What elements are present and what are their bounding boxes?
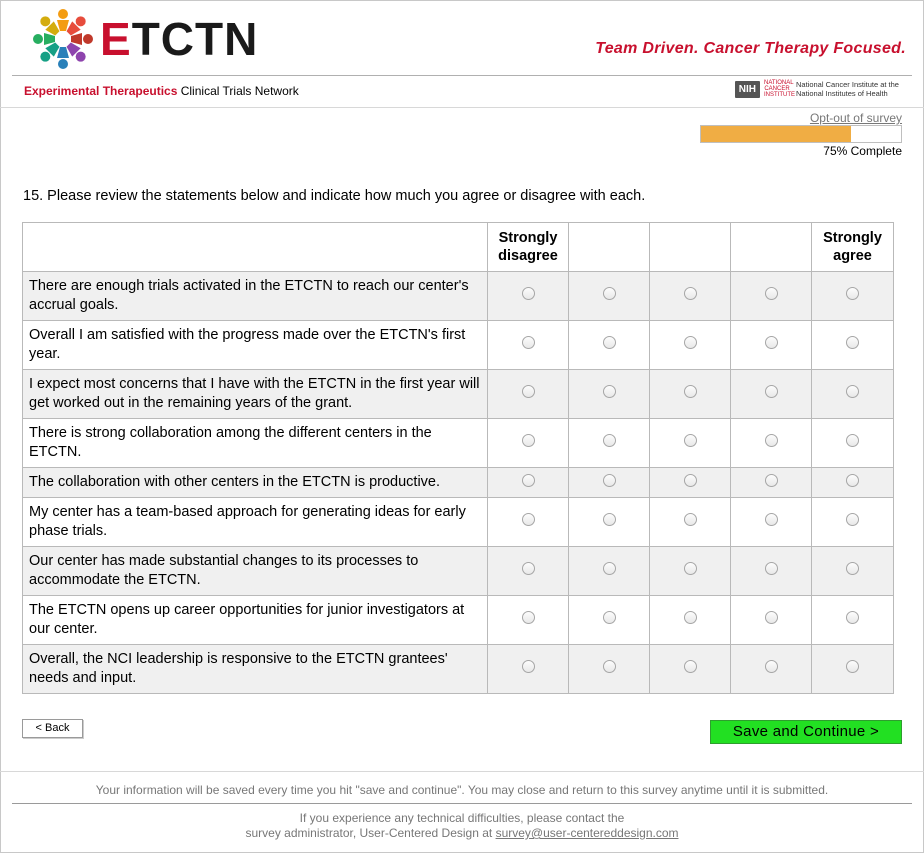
radio-cell: [650, 419, 731, 468]
radio-cell: [731, 321, 812, 370]
footer-divider: [0, 771, 924, 772]
question-text: 15. Please review the statements below and indicate how much you agree or disagree with each.: [23, 188, 646, 204]
radio-cell: [488, 370, 569, 419]
likert-radio-3[interactable]: [684, 611, 697, 624]
likert-radio-5[interactable]: [846, 513, 859, 526]
header-bottom-divider: [0, 107, 924, 108]
radio-cell: [731, 370, 812, 419]
likert-radio-4[interactable]: [765, 562, 778, 575]
radio-cell: [488, 468, 569, 498]
likert-radio-4[interactable]: [765, 611, 778, 624]
radio-cell: [650, 596, 731, 645]
radio-cell: [569, 547, 650, 596]
nih-badge: NIH: [735, 81, 760, 98]
table-row: [23, 468, 894, 498]
grid-column-header-1: Strongly disagree: [488, 223, 569, 272]
likert-radio-1[interactable]: [522, 434, 535, 447]
likert-grid: [22, 222, 894, 694]
likert-radio-3[interactable]: [684, 562, 697, 575]
footer-divider-2: [12, 803, 912, 804]
statement-text: There are enough trials activated in the ETCTN to reach our center's accrual goals.: [23, 272, 488, 321]
progress-bar: [700, 125, 902, 143]
likert-radio-5[interactable]: [846, 287, 859, 300]
radio-cell: [731, 645, 812, 694]
radio-cell: [569, 498, 650, 547]
radio-cell: [488, 321, 569, 370]
network-name: Experimental Therapeutics Clinical Trials Network: [24, 84, 299, 98]
likert-radio-1[interactable]: [522, 611, 535, 624]
grid-column-header-4: [731, 223, 812, 272]
tagline: Team Driven. Cancer Therapy Focused.: [595, 40, 906, 57]
statement-text: I expect most concerns that I have with the ETCTN in the first year will get worked out in the remaining years of the grant.: [23, 370, 488, 419]
table-row: [23, 596, 894, 645]
radio-cell: [569, 645, 650, 694]
statement-text: Overall I am satisfied with the progress made over the ETCTN's first year.: [23, 321, 488, 370]
radio-cell: [812, 321, 894, 370]
radio-cell: [812, 596, 894, 645]
radio-cell: [569, 321, 650, 370]
statement-text: Overall, the NCI leadership is responsive to the ETCTN grantees' needs and input.: [23, 645, 488, 694]
statement-text: The collaboration with other centers in the ETCTN is productive.: [23, 468, 488, 498]
radio-cell: [650, 498, 731, 547]
nci-small-logo: NATIONAL CANCER INSTITUTE: [764, 80, 795, 98]
likert-radio-1[interactable]: [522, 562, 535, 575]
likert-radio-1[interactable]: [522, 474, 535, 487]
nci-caption: National Cancer Institute at the National Institutes of Health: [796, 80, 899, 98]
logo-wordmark: ETCTN: [100, 13, 259, 65]
likert-radio-2[interactable]: [603, 336, 616, 349]
nih-nci-logo: [735, 80, 906, 98]
likert-radio-3[interactable]: [684, 336, 697, 349]
radio-cell: [569, 370, 650, 419]
likert-radio-4[interactable]: [765, 336, 778, 349]
likert-radio-5[interactable]: [846, 434, 859, 447]
likert-radio-4[interactable]: [765, 660, 778, 673]
radio-cell: [731, 547, 812, 596]
radio-cell: [812, 498, 894, 547]
likert-radio-1[interactable]: [522, 513, 535, 526]
likert-radio-5[interactable]: [846, 336, 859, 349]
save-notice: Your information will be saved every time you hit "save and continue". You may close and return to this survey anytime until it is submitted.: [95, 783, 829, 797]
likert-radio-3[interactable]: [684, 287, 697, 300]
likert-radio-3[interactable]: [684, 434, 697, 447]
radio-cell: [488, 547, 569, 596]
likert-radio-2[interactable]: [603, 660, 616, 673]
radio-cell: [569, 596, 650, 645]
likert-radio-1[interactable]: [522, 336, 535, 349]
likert-radio-2[interactable]: [603, 513, 616, 526]
likert-radio-4[interactable]: [765, 385, 778, 398]
table-row: [23, 321, 894, 370]
likert-radio-1[interactable]: [522, 385, 535, 398]
people-circle-logo-icon: [30, 6, 96, 72]
statement-text: My center has a team-based approach for generating ideas for early phase trials.: [23, 498, 488, 547]
radio-cell: [812, 645, 894, 694]
save-and-continue-button[interactable]: Save and Continue >: [710, 720, 902, 744]
radio-cell: [650, 370, 731, 419]
likert-radio-1[interactable]: [522, 660, 535, 673]
grid-header-blank: [23, 223, 488, 272]
radio-cell: [731, 419, 812, 468]
likert-radio-3[interactable]: [684, 513, 697, 526]
radio-cell: [650, 468, 731, 498]
likert-radio-3[interactable]: [684, 474, 697, 487]
grid-column-header-2: [569, 223, 650, 272]
grid-column-header-5: Strongly agree: [812, 223, 894, 272]
grid-header-row: [23, 223, 894, 272]
likert-radio-3[interactable]: [684, 660, 697, 673]
grid-column-header-3: [650, 223, 731, 272]
likert-radio-1[interactable]: [522, 287, 535, 300]
radio-cell: [569, 272, 650, 321]
likert-radio-2[interactable]: [603, 385, 616, 398]
likert-radio-2[interactable]: [603, 474, 616, 487]
likert-radio-4[interactable]: [765, 434, 778, 447]
radio-cell: [812, 547, 894, 596]
likert-radio-2[interactable]: [603, 434, 616, 447]
radio-cell: [488, 645, 569, 694]
radio-cell: [812, 370, 894, 419]
table-row: [23, 272, 894, 321]
support-email-link[interactable]: survey@user-centereddesign.com: [495, 826, 679, 840]
etctn-logo: [30, 6, 258, 72]
likert-radio-3[interactable]: [684, 385, 697, 398]
table-row: [23, 498, 894, 547]
radio-cell: [488, 419, 569, 468]
radio-cell: [731, 468, 812, 498]
likert-radio-5[interactable]: [846, 474, 859, 487]
likert-radio-5[interactable]: [846, 385, 859, 398]
likert-radio-2[interactable]: [603, 562, 616, 575]
likert-radio-4[interactable]: [765, 287, 778, 300]
radio-cell: [650, 321, 731, 370]
radio-cell: [731, 498, 812, 547]
opt-out-link[interactable]: Opt-out of survey: [809, 111, 902, 125]
likert-radio-4[interactable]: [765, 474, 778, 487]
likert-radio-2[interactable]: [603, 287, 616, 300]
radio-cell: [731, 272, 812, 321]
progress-fill: [701, 126, 851, 142]
radio-cell: [569, 468, 650, 498]
table-row: [23, 419, 894, 468]
table-row: [23, 645, 894, 694]
radio-cell: [731, 596, 812, 645]
radio-cell: [488, 596, 569, 645]
table-row: [23, 370, 894, 419]
back-button[interactable]: < Back: [22, 719, 83, 738]
statement-text: There is strong collaboration among the different centers in the ETCTN.: [23, 419, 488, 468]
likert-radio-2[interactable]: [603, 611, 616, 624]
radio-cell: [812, 272, 894, 321]
likert-radio-5[interactable]: [846, 562, 859, 575]
radio-cell: [488, 498, 569, 547]
radio-cell: [569, 419, 650, 468]
likert-radio-5[interactable]: [846, 611, 859, 624]
radio-cell: [650, 645, 731, 694]
radio-cell: [812, 468, 894, 498]
likert-radio-4[interactable]: [765, 513, 778, 526]
radio-cell: [812, 419, 894, 468]
statement-text: Our center has made substantial changes to its processes to accommodate the ETCTN.: [23, 547, 488, 596]
radio-cell: [488, 272, 569, 321]
header-divider: [12, 75, 912, 76]
progress-label: 75% Complete: [823, 144, 902, 158]
support-contact: If you experience any technical difficulties, please contact the survey administrator, User-Centered Design at survey@user-centereddesign.com: [245, 811, 679, 840]
radio-cell: [650, 547, 731, 596]
table-row: [23, 547, 894, 596]
likert-radio-5[interactable]: [846, 660, 859, 673]
radio-cell: [650, 272, 731, 321]
statement-text: The ETCTN opens up career opportunities for junior investigators at our center.: [23, 596, 488, 645]
